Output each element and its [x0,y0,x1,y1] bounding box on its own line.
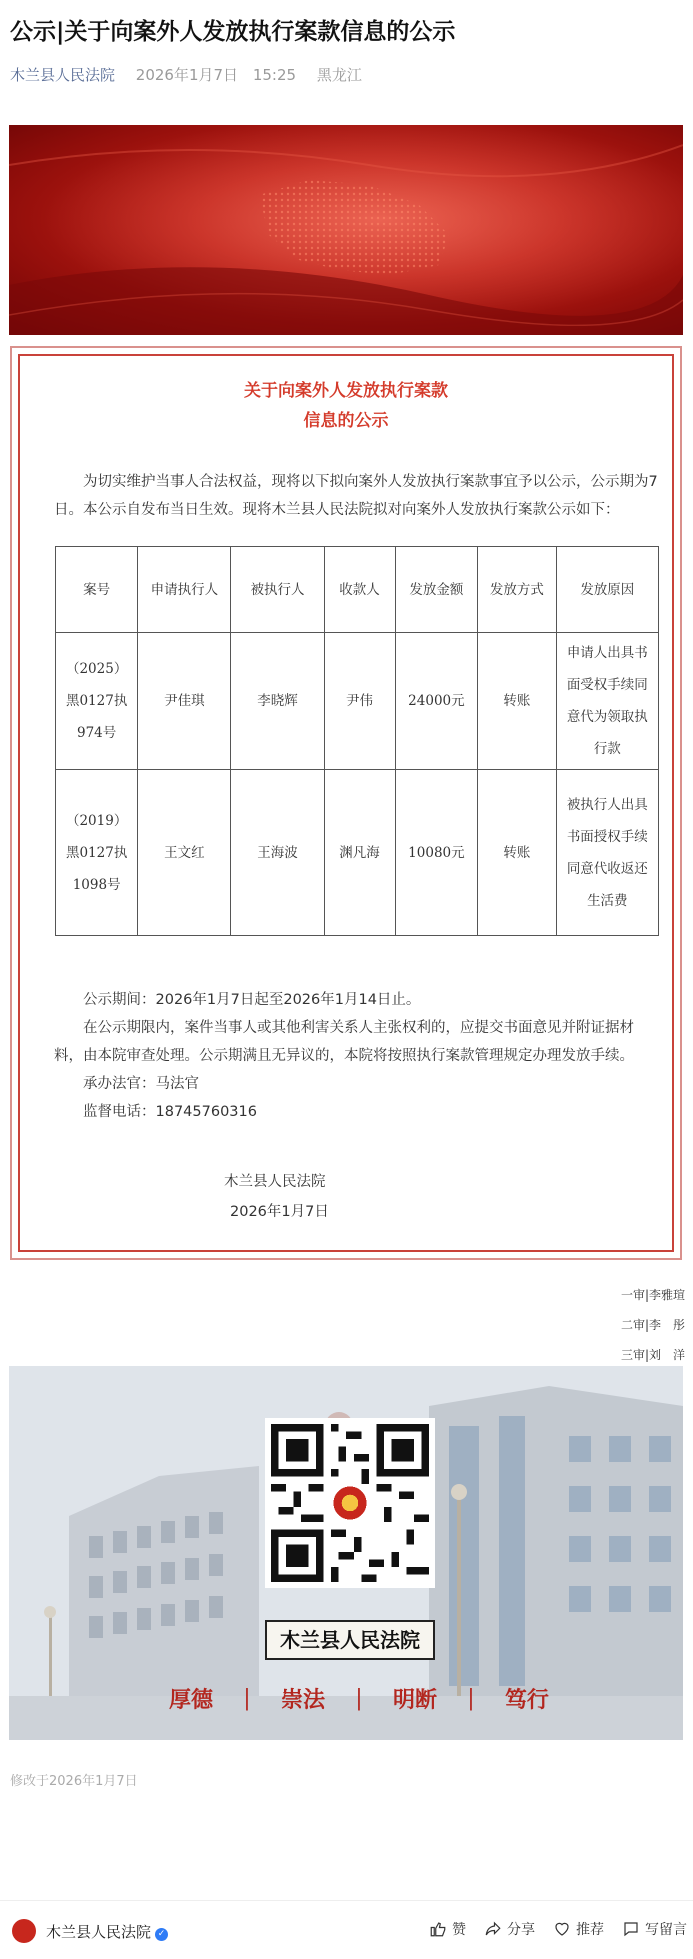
banner-pattern [9,125,683,335]
notice-period: 公示期间：2026年1月7日起至2026年1月14日止。 [83,992,421,1008]
reason-cell: 被执行人出具书面授权手续同意代收返还生活费 [556,770,658,936]
court-building-image [9,1366,683,1740]
qr-code [265,1418,435,1588]
notice-judge: 承办法官：马法官 [83,1076,199,1092]
motto-word: 笃行 [504,1686,549,1713]
third-reviewer: 三审|刘 洋 [620,1348,685,1362]
account-name-link[interactable]: 木兰县人民法院 [10,66,116,84]
publish-date: 2026年1月7日 [135,66,239,84]
table-header-cell: 收款人 [324,547,395,633]
notice-footer [54,986,660,1126]
court-motto [169,1680,549,1716]
motto-divider: | [355,1685,363,1711]
method-cell: 转账 [478,633,556,770]
amount-cell: 24000元 [395,633,478,770]
reviewer-list [621,1280,685,1370]
like-label: 赞 [452,1922,466,1938]
court-name-plaque: 木兰县人民法院 [265,1620,435,1660]
heart-icon [553,1920,571,1938]
banner-image [9,125,683,335]
recommend-label: 推荐 [576,1922,604,1938]
table-row [56,633,659,770]
motto-divider: | [243,1685,251,1711]
table-header-cell: 被执行人 [231,547,324,633]
table-row [56,770,659,936]
case-number-cell: （2019）黑0127执1098号 [56,770,138,936]
comment-icon [622,1920,640,1938]
notice-sign-date: 2026年1月7日 [230,1204,329,1220]
notice-inner-border [18,354,674,1252]
method-cell: 转账 [478,770,556,936]
action-buttons [429,1919,687,1939]
payee-cell: 渊凡海 [324,770,395,936]
bottom-action-bar [0,1900,693,1959]
notice-title-line2: 信息的公示 [303,411,389,431]
notice-title-line1: 关于向案外人发放执行案款 [244,381,448,401]
bottom-account-name[interactable] [46,1921,168,1942]
motto-divider: | [467,1685,475,1711]
motto-word: 崇法 [280,1686,325,1713]
table-header-cell: 案号 [56,547,138,633]
modified-date: 修改于2026年1月7日 [10,1774,138,1789]
second-reviewer: 二审|李 彤 [620,1318,685,1332]
recommend-button[interactable] [553,1919,604,1939]
table-header-cell: 发放原因 [556,547,658,633]
notice-frame [10,346,682,1260]
respondent-cell: 李晓辉 [231,633,324,770]
share-button[interactable] [484,1919,535,1939]
motto-word: 厚德 [169,1686,214,1713]
table-header-cell: 发放方式 [478,547,556,633]
comment-button[interactable] [622,1919,687,1939]
share-label: 分享 [507,1922,535,1938]
applicant-cell: 王文红 [138,770,231,936]
first-reviewer: 一审|李雅瑄 [620,1288,685,1302]
share-icon [484,1920,502,1938]
notice-phone: 监督电话：18745760316 [83,1104,257,1120]
bottom-account-label: 木兰县人民法院 [46,1923,152,1941]
reason-cell: 申请人出具书面受权手续同意代为领取执行款 [556,633,658,770]
publish-time: 15:25 [252,66,297,84]
motto-word: 明断 [392,1686,437,1713]
qr-code-icon [271,1424,429,1582]
publish-region: 黑龙江 [316,66,362,84]
table-header-row [56,547,659,633]
like-button[interactable] [429,1919,466,1939]
table-header-cell: 发放金额 [395,547,478,633]
notice-objection: 在公示期限内，案件当事人或其他利害关系人主张权利的，应提交书面意见并附证据材料，由本院审查处理。公示期满且无异议的，本院将按照执行案款管理规定办理发放手续。 [54,1020,634,1064]
table-header-cell: 申请执行人 [138,547,231,633]
respondent-cell: 王海波 [231,770,324,936]
case-number-cell: （2025）黑0127执974号 [56,633,138,770]
verified-icon: ✓ [155,1928,168,1941]
payee-cell: 尹伟 [324,633,395,770]
cases-table [55,546,659,936]
amount-cell: 10080元 [395,770,478,936]
notice-intro: 为切实维护当事人合法权益，现将以下拟向案外人发放执行案款事宜予以公示，公示期为7日。本公示自发布当日生效。现将木兰县人民法院拟对向案外人发放执行案款公示如下： [54,474,658,518]
applicant-cell: 尹佳琪 [138,633,231,770]
article-title: 公示|关于向案外人发放执行案款信息的公示 [10,19,456,45]
comment-label: 写留言 [645,1922,687,1938]
thumbs-up-icon [429,1920,447,1938]
account-avatar[interactable] [12,1919,36,1943]
article-meta [10,64,362,88]
notice-sign-org: 木兰县人民法院 [224,1174,326,1190]
